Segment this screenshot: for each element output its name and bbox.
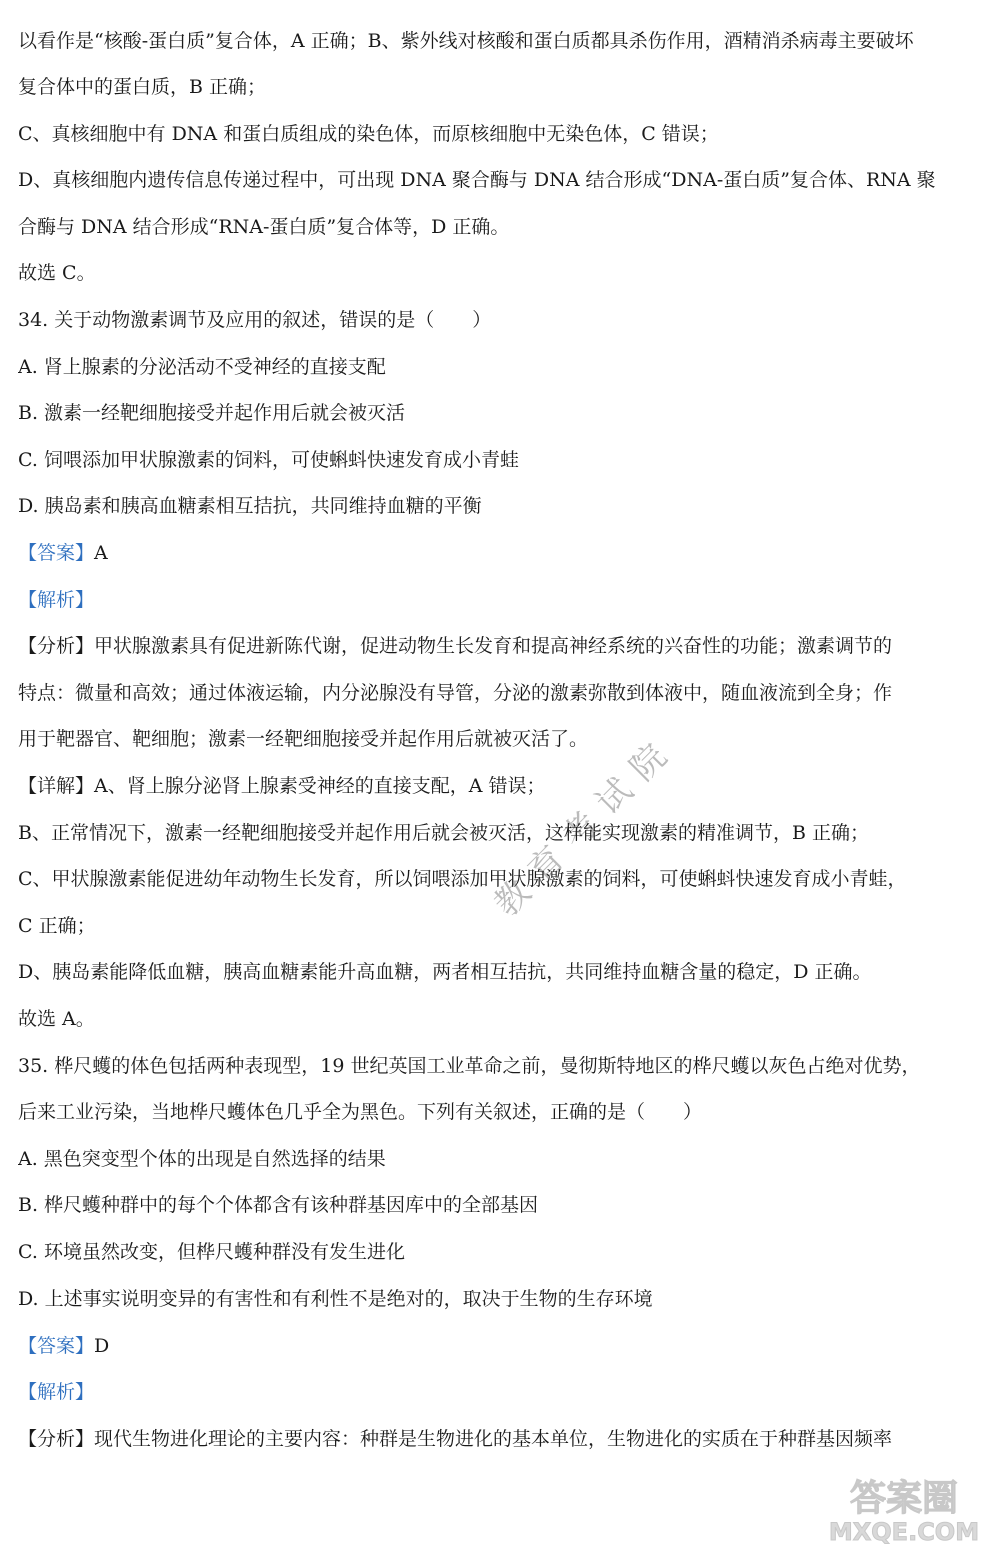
question-34-option-d: D. 胰岛素和胰高血糖素相互拮抗，共同维持血糖的平衡 bbox=[18, 495, 482, 517]
text-line: 用于靶器官、靶细胞；激素一经靶细胞接受并起作用后就被灭活了。 bbox=[18, 728, 589, 750]
answer-line-34 bbox=[18, 541, 990, 565]
analysis-tag: 【解析】 bbox=[18, 1381, 95, 1403]
analysis-line-35 bbox=[18, 1380, 990, 1404]
question-34-option-a: A. 肾上腺素的分泌活动不受神经的直接支配 bbox=[18, 356, 386, 378]
text-line: 特点：微量和高效；通过体液运输，内分泌腺没有导管，分泌的激素弥散到体液中，随血液流到全身；作 bbox=[18, 682, 893, 704]
text-line: B、正常情况下，激素一经靶细胞接受并起作用后就会被灭活，这样能实现激素的精准调节，B 正确； bbox=[18, 822, 869, 844]
text-line: D、真核细胞内遗传信息传递过程中，可出现 DNA 聚合酶与 DNA 结合形成“DNA-蛋白质”复合体、RNA 聚 bbox=[18, 169, 936, 191]
answer-line-35 bbox=[18, 1334, 990, 1358]
answer-tag: 【答案】 bbox=[18, 1335, 95, 1357]
text-line: D、胰岛素能降低血糖，胰高血糖素能升高血糖，两者相互拮抗，共同维持血糖含量的稳定，D 正确。 bbox=[18, 961, 872, 983]
answer-value: A bbox=[94, 542, 108, 564]
text-line: 以看作是“核酸-蛋白质”复合体，A 正确；B、紫外线对核酸和蛋白质都具杀伤作用，酒精消杀病毒主要破坏 bbox=[18, 30, 914, 52]
watermark: 教育考试院 bbox=[486, 726, 685, 925]
logo-domain-text: MXQE.COM bbox=[828, 1518, 980, 1546]
analysis-line-34 bbox=[18, 588, 990, 612]
detail-line-34: 【详解】A、肾上腺分泌肾上腺素受神经的直接支配，A 错误； bbox=[18, 775, 546, 797]
site-logo-icon bbox=[814, 1466, 994, 1546]
text-line: 复合体中的蛋白质，B 正确； bbox=[18, 76, 267, 98]
answer-tag: 【答案】 bbox=[18, 542, 95, 564]
text-line: 故选 A。 bbox=[18, 1008, 95, 1030]
analysis-tag: 【解析】 bbox=[18, 589, 95, 611]
question-34-option-b: B. 激素一经靶细胞接受并起作用后就会被灭活 bbox=[18, 402, 406, 424]
text-line: 故选 C。 bbox=[18, 262, 96, 284]
fenxi-line-35: 【分析】现代生物进化理论的主要内容：种群是生物进化的基本单位，生物进化的实质在于种群基因频率 bbox=[18, 1428, 893, 1450]
logo-text: 答案圈 bbox=[849, 1478, 959, 1519]
text-line: C、甲状腺激素能促进幼年动物生长发育，所以饲喂添加甲状腺激素的饲料，可使蝌蚪快速发育成小青蛙， bbox=[18, 868, 907, 890]
question-35-option-a: A. 黑色突变型个体的出现是自然选择的结果 bbox=[18, 1148, 386, 1170]
fenxi-tag: 【分析】 bbox=[18, 1428, 95, 1450]
text-line: 合酶与 DNA 结合形成“RNA-蛋白质”复合体等，D 正确。 bbox=[18, 216, 510, 238]
question-35-option-b: B. 桦尺蠖种群中的每个个体都含有该种群基因库中的全部基因 bbox=[18, 1194, 539, 1216]
fenxi-line-34: 【分析】甲状腺激素具有促进新陈代谢，促进动物生长发育和提高神经系统的兴奋性的功能；激素调节的 bbox=[18, 635, 893, 657]
detail-tag: 【详解】 bbox=[18, 775, 95, 797]
text-line: C 正确； bbox=[18, 915, 96, 937]
fenxi-tag: 【分析】 bbox=[18, 635, 95, 657]
question-34-stem: 34. 关于动物激素调节及应用的叙述，错误的是（ ） bbox=[18, 309, 492, 331]
answer-value: D bbox=[94, 1335, 110, 1357]
question-35-stem: 35. 桦尺蠖的体色包括两种表现型，19 世纪英国工业革命之前，曼彻斯特地区的桦尺蠖以灰色占绝对优势， bbox=[18, 1055, 921, 1077]
text-line: C、真核细胞中有 DNA 和蛋白质组成的染色体，而原核细胞中无染色体，C 错误； bbox=[18, 123, 719, 145]
question-34-option-c: C. 饲喂添加甲状腺激素的饲料，可使蝌蚪快速发育成小青蛙 bbox=[18, 449, 519, 471]
question-35-stem-cont: 后来工业污染，当地桦尺蠖体色几乎全为黑色。下列有关叙述，正确的是（ ） bbox=[18, 1101, 703, 1123]
question-35-option-c: C. 环境虽然改变，但桦尺蠖种群没有发生进化 bbox=[18, 1241, 405, 1263]
question-35-option-d: D. 上述事实说明变异的有害性和有利性不是绝对的，取决于生物的生存环境 bbox=[18, 1288, 653, 1310]
